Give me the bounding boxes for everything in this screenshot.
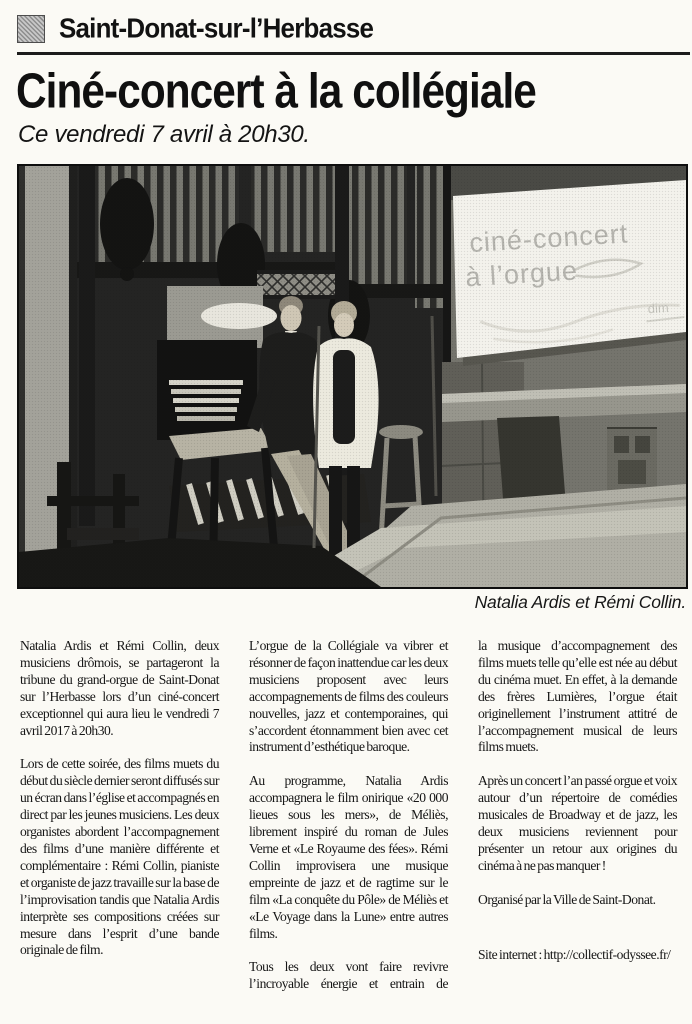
paragraph: Lors de cette soirée, des films muets du début du siècle dernier seront diffusés sur un écran dans l’église et accompagnés en direct par les jeunes musiciens. Les deux organistes abordent l’accompagnement des films d’une manière différente et complémentaire : Rémi Collin, pianiste et organiste de jazz travaille sur la base de l’improvisation tandis que Natalia Ardis interprète ses compositions créées sur mesure dans l’esprit d’une bande originale de film. (20, 756, 219, 958)
paragraph: Après un concert l’an passé orgue et voix autour d’un répertoire de comédies musicales de Broadway et de jazz, les deux musiciens reviennent pour présenter un retour aux origines du cinéma à ne pas manquer ! (478, 773, 677, 873)
section-title: Saint-Donat-sur-l’Herbasse (59, 12, 374, 44)
subheadline: Ce vendredi 7 avril à 20h30. (18, 121, 310, 148)
article-photo (17, 164, 688, 589)
paragraph: Natalia Ardis et Rémi Collin, deux musiciens drômois, se partageront la tribune du grand-orgue de Saint-Donat sur l’Herbasse lors d’un ciné-concert exceptionnel qui aura lieu le vendredi 7 avril 2017 à 20h30. (20, 638, 219, 738)
article-body (20, 638, 678, 1010)
header-rule (17, 52, 690, 55)
photo-caption: Natalia Ardis et Rémi Collin. (474, 592, 686, 612)
headline: Ciné-concert à la collégiale (16, 63, 536, 119)
section-header (17, 13, 386, 44)
article-column-1 (20, 638, 219, 976)
paragraph: la musique d’accompagnement des films muets telle qu’elle est née au début du cinéma muet. En effet, à la demande des frères Lumières, l’orgue était originellement l’instrument attitré de l’accompagnement musical de leurs films muets. (478, 638, 677, 755)
article-column-2 (249, 638, 448, 1010)
website-line: Site internet : http://collectif-odyssee.fr/ (478, 946, 671, 962)
article-column-3 (478, 638, 677, 981)
paragraph: Organisé par la Ville de Saint-Donat. (478, 891, 656, 907)
paragraph: L’orgue de la Collégiale va vibrer et résonner de façon inattendue car les deux musiciens proposent avec leurs accompagnements de films des couleurs nouvelles, jazz et contemporaines, qui s’accordent étonnamment bien avec cet instrument d’esthétique baroque. (249, 638, 448, 755)
halftone-texture (19, 166, 686, 587)
paragraph: Tous les deux vont faire revivre l’incroyable énergie et entrain de (249, 959, 448, 992)
section-marker-icon (17, 15, 45, 43)
photo-illustration (19, 166, 686, 587)
paragraph: Au programme, Natalia Ardis accompagnera le film onirique «20 000 lieues sous les mers», de Méliès, librement inspiré du roman de Jules Verne et «Le Royaume des fées». Rémi Collin improvisera une musique empreinte de jazz et de ragtime sur le film «La conquête du Pôle» de Méliès et «Le Voyage dans la Lune» entre autres films. (249, 773, 448, 941)
